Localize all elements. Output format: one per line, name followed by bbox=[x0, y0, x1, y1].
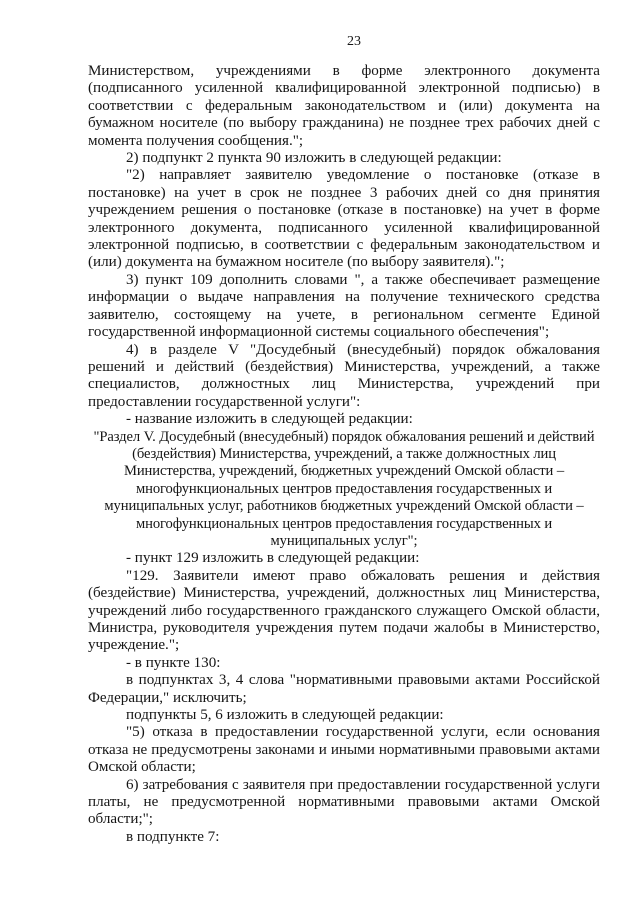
paragraph: подпункты 5, 6 изложить в следующей редакции: bbox=[126, 707, 444, 724]
paragraph: - название изложить в следующей редакции: bbox=[126, 411, 413, 428]
paragraph: 2) подпункт 2 пункта 90 изложить в следующей редакции: bbox=[126, 150, 502, 167]
page-number: 23 bbox=[347, 34, 361, 49]
paragraph: 3) пункт 109 дополнить словами ", а также обеспечивает размещение информации о выдаче направления на получение технического средства заявителю, состоящему на учете, в региональном сегменте Единой государственной информационной системы социального обеспечения"; bbox=[88, 271, 600, 341]
paragraph: "5) отказа в предоставлении государственной услуги, если основания отказа не предусмотрены законами и иными нормативными правовыми актами Омской области; bbox=[88, 724, 600, 776]
document-body bbox=[88, 63, 600, 846]
paragraph: - пункт 129 изложить в следующей редакции: bbox=[126, 550, 420, 567]
paragraph: 6) затребования с заявителя при предоставлении государственной услуги платы, не предусмотренной нормативными правовыми актами Омской области;"; bbox=[88, 776, 600, 828]
paragraph: 4) в разделе V "Досудебный (внесудебный) порядок обжалования решений и действий (бездействия) Министерства, учреждений, а также специалистов, должностных лиц Министерства, учреждений при предоставлении государственной услуги": bbox=[88, 341, 600, 410]
paragraph: - в пункте 130: bbox=[126, 654, 221, 671]
paragraph: в подпунктах 3, 4 слова "нормативными правовыми актами Российской Федерации," исключить; bbox=[88, 672, 600, 706]
section-title-quote: "Раздел V. Досудебный (внесудебный) порядок обжалования решений и действий (бездействия) Министерства, учреждений, а также должностных лиц Министерства, учреждений, бюджетных учреждений Омской области – многофункциональных центров предоставления государственных и муниципальных услуг, работников бюджетных учреждений Омской области – многофункциональных центров предоставления государственных и муниципальных услуг"; bbox=[93, 428, 595, 549]
paragraph: Министерством, учреждениями в форме электронного документа (подписанного усиленной квалифицированной электронной подписью) в соответствии с федеральным законодательством и (или) документа на бумажном носителе (по выбору гражданина) не позднее трех рабочих дней с момента получения сообщения."; bbox=[88, 63, 600, 149]
paragraph: "2) направляет заявителю уведомление о постановке (отказе в постановке) на учет в срок не позднее 3 рабочих дней со дня принятия учреждением решения о постановке (отказе в постановке) на учет в форме электронного документа, подписанного усиленной квалифицированной электронной подписью, в соответствии с федеральным законодательством и (или) документа на бумажном носителе (по выбору заявителя)."; bbox=[88, 167, 600, 271]
paragraph: в подпункте 7: bbox=[126, 828, 220, 845]
paragraph: "129. Заявители имеют право обжаловать решения и действия (бездействие) Министерства, учреждений, должностных лиц Министерства, учреждений либо государственного гражданского служащего Омской области, Министра, руководителя учреждения путем подачи жалобы в Министерство, учреждение."; bbox=[88, 567, 600, 654]
